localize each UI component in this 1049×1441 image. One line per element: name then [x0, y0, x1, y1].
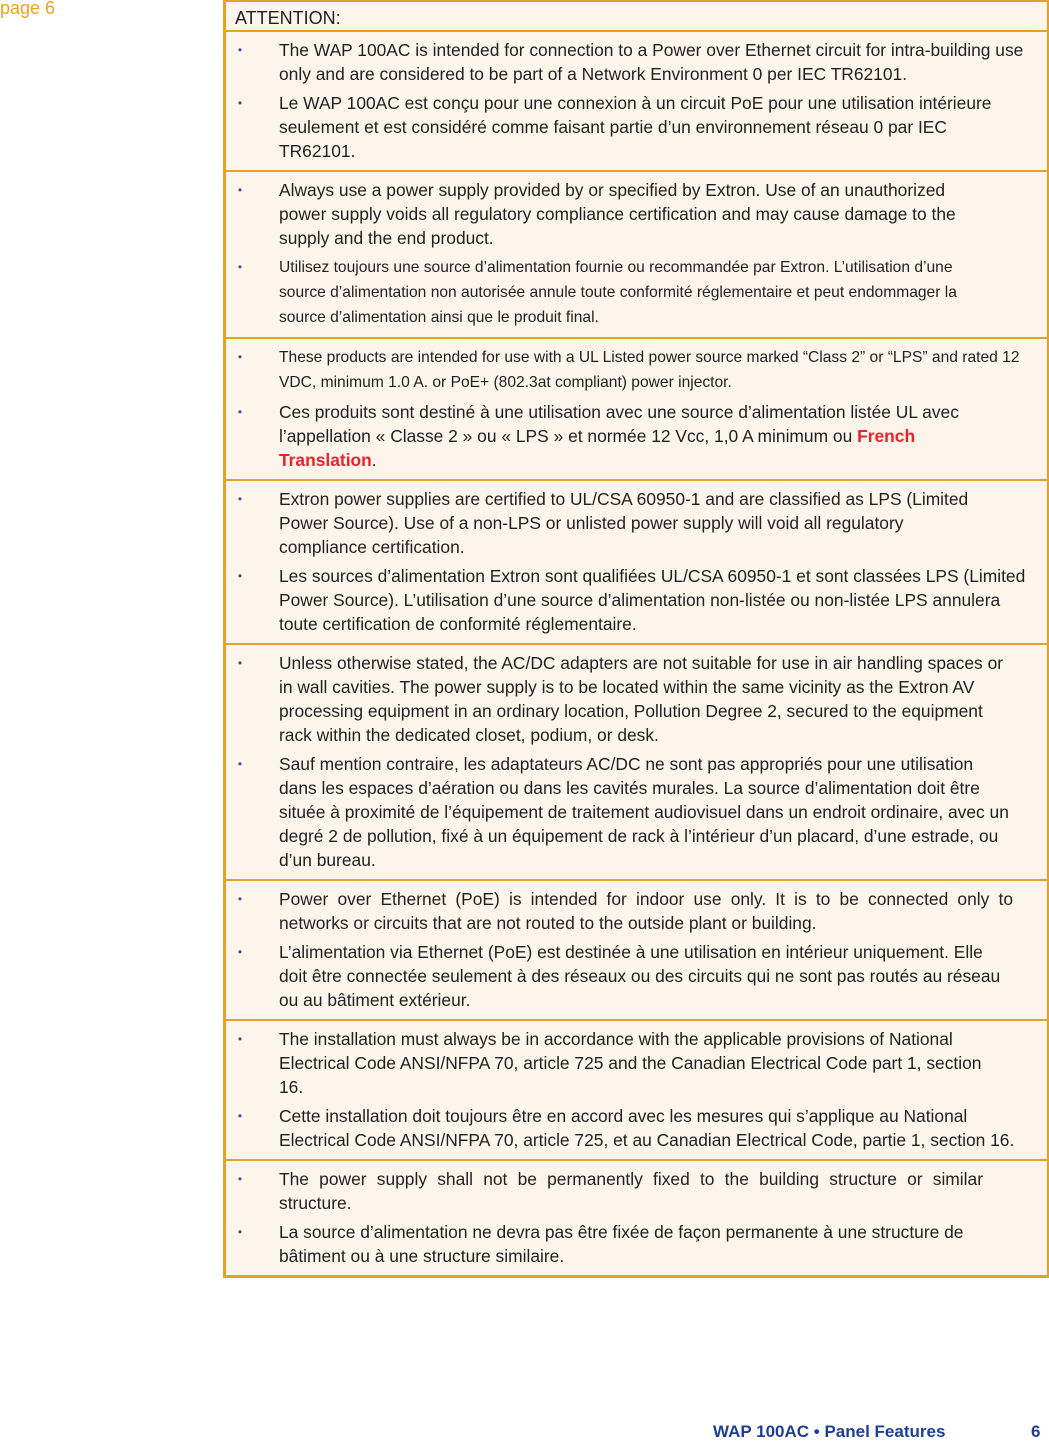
notice-french: [226, 400, 1033, 472]
bullet-icon: •: [237, 945, 243, 959]
notice-section-permanent-fix: [226, 1161, 1047, 1275]
notice-section-poe-indoor: [226, 881, 1047, 1021]
notice-section-ul-listed: [226, 339, 1047, 481]
bullet-icon: •: [237, 892, 243, 906]
notice-section-power-supply: [226, 172, 1047, 339]
notice-text: L’alimentation via Ethernet (PoE) est destinée à une utilisation en intérieur uniquement. Elle doit être connectée seulement à des réseaux ou des circuits qui ne sont pas routés au réseau ou au bâtiment extérieur.: [279, 942, 1001, 1010]
bullet-icon: •: [237, 492, 243, 506]
notice-text: Power over Ethernet (PoE) is intended for indoor use only. It is to be connected only to networks or circuits that are not routed to the outside plant or building.: [279, 889, 1013, 933]
notice-french: [226, 564, 1033, 636]
notice-text: Utilisez toujours une source d’alimentation fournie ou recommandée par Extron. L’utilisation d’une source d’alimentation non autorisée annule toute conformité réglementaire et peut endommager la source d’alimentation ainsi que le produit final.: [279, 259, 957, 326]
notice-text: These products are intended for use with a UL Listed power source marked “Class 2” or “LPS” and rated 12 VDC, minimum 1.0 A. or PoE+ (802.3at compliant) power injector.: [279, 349, 1020, 391]
notice-text-end: .: [371, 450, 377, 470]
notice-text: Always use a power supply provided by or specified by Extron. Use of an unauthorized power supply voids all regulatory compliance certification and may cause damage to the supply and the end product.: [279, 180, 956, 248]
notice-french: [226, 91, 1033, 163]
notice-english: [226, 651, 1033, 747]
attention-box: [223, 0, 1049, 1278]
notice-french: [226, 255, 1033, 330]
page-label: page 6: [0, 0, 56, 18]
bullet-icon: •: [237, 405, 243, 419]
notice-english: [226, 1167, 1033, 1215]
notice-english: [226, 887, 1033, 935]
notice-text: Cette installation doit toujours être en accord avec les mesures qui s’applique au National Electrical Code ANSI/NFPA 70, article 725, et au Canadian Electrical Code, partie 1, section 16.: [279, 1106, 1015, 1150]
notice-text: The power supply shall not be permanently fixed to the building structure or similar structure.: [279, 1169, 983, 1213]
notice-english: [226, 178, 1033, 250]
notice-french: [226, 752, 1033, 872]
footer-title: WAP 100AC • Panel Features: [713, 1422, 946, 1441]
notice-text: Les sources d’alimentation Extron sont qualifiées UL/CSA 60950-1 et sont classées LPS (Limited Power Source). L’utilisation d’une source d’alimentation non-listée ou non-listée LPS annulera toute certification de conformité réglementaire.: [279, 566, 1026, 634]
notice-section-lps: [226, 481, 1047, 645]
notice-section-electrical-code: [226, 1021, 1047, 1161]
attention-title: ATTENTION:: [226, 2, 1047, 32]
notice-text: The installation must always be in accordance with the applicable provisions of National Electrical Code ANSI/NFPA 70, article 725 and the Canadian Electrical Code part 1, section 16.: [279, 1029, 982, 1097]
bullet-icon: •: [237, 183, 243, 197]
notice-french: [226, 1104, 1033, 1152]
notice-french: [226, 940, 1033, 1012]
bullet-icon: •: [237, 656, 243, 670]
bullet-icon: •: [237, 96, 243, 110]
notice-text: Ces produits sont destiné à une utilisation avec une source d’alimentation listée UL avec l’appellation « Classe 2 » ou « LPS » et normée 12 Vcc, 1,0 A minimum ou: [279, 402, 959, 446]
french-translation-placeholder: French Translation: [279, 426, 916, 470]
bullet-icon: •: [237, 1109, 243, 1123]
notice-text: Unless otherwise stated, the AC/DC adapters are not suitable for use in air handling spaces or in wall cavities. The power supply is to be located within the same vicinity as the Extron AV processing equipment in an ordinary location, Pollution Degree 2, secured to the equipment rack within the dedicated closet, podium, or desk.: [279, 653, 1004, 745]
bullet-icon: •: [237, 757, 243, 771]
footer-page-number: 6: [1031, 1422, 1041, 1441]
notice-text: Extron power supplies are certified to UL/CSA 60950-1 and are classified as LPS (Limited Power Source). Use of a non-LPS or unlisted power supply will void all regulatory compliance certification.: [279, 489, 969, 557]
notice-section-ieee: [226, 32, 1047, 172]
bullet-icon: •: [237, 43, 243, 57]
notice-text: The WAP 100AC is intended for connection to a Power over Ethernet circuit for intra-building use only and are considered to be part of a Network Environment 0 per IEC TR62101.: [279, 40, 1024, 84]
bullet-icon: •: [237, 1225, 243, 1239]
notice-text: La source d’alimentation ne devra pas être fixée de façon permanente à une structure de bâtiment ou à une structure similaire.: [279, 1222, 964, 1266]
bullet-icon: •: [237, 569, 243, 583]
notice-english: [226, 487, 1033, 559]
bullet-icon: •: [237, 260, 243, 274]
notice-section-air-handling: [226, 645, 1047, 881]
notice-text: Le WAP 100AC est conçu pour une connexion à un circuit PoE pour une utilisation intérieure seulement et est considéré comme faisant partie d’un environnement réseau 0 par IEC TR62101.: [279, 93, 992, 161]
bullet-icon: •: [237, 1032, 243, 1046]
notice-english: [226, 345, 1033, 395]
notice-english: [226, 1027, 1033, 1099]
bullet-icon: •: [237, 350, 243, 364]
notice-french: [226, 1220, 1033, 1268]
notice-english: [226, 38, 1033, 86]
notice-text: Sauf mention contraire, les adaptateurs AC/DC ne sont pas appropriés pour une utilisation dans les espaces d’aération ou dans les cavités murales. La source d’alimentation doit être située à proximité de l’équipement de traitement audiovisuel dans un endroit ordinaire, avec un degré 2 de pollution, fixé à un équipement de rack à l’intérieur d’un placard, d’une estrade, ou d’un bureau.: [279, 754, 1009, 870]
bullet-icon: •: [237, 1172, 243, 1186]
